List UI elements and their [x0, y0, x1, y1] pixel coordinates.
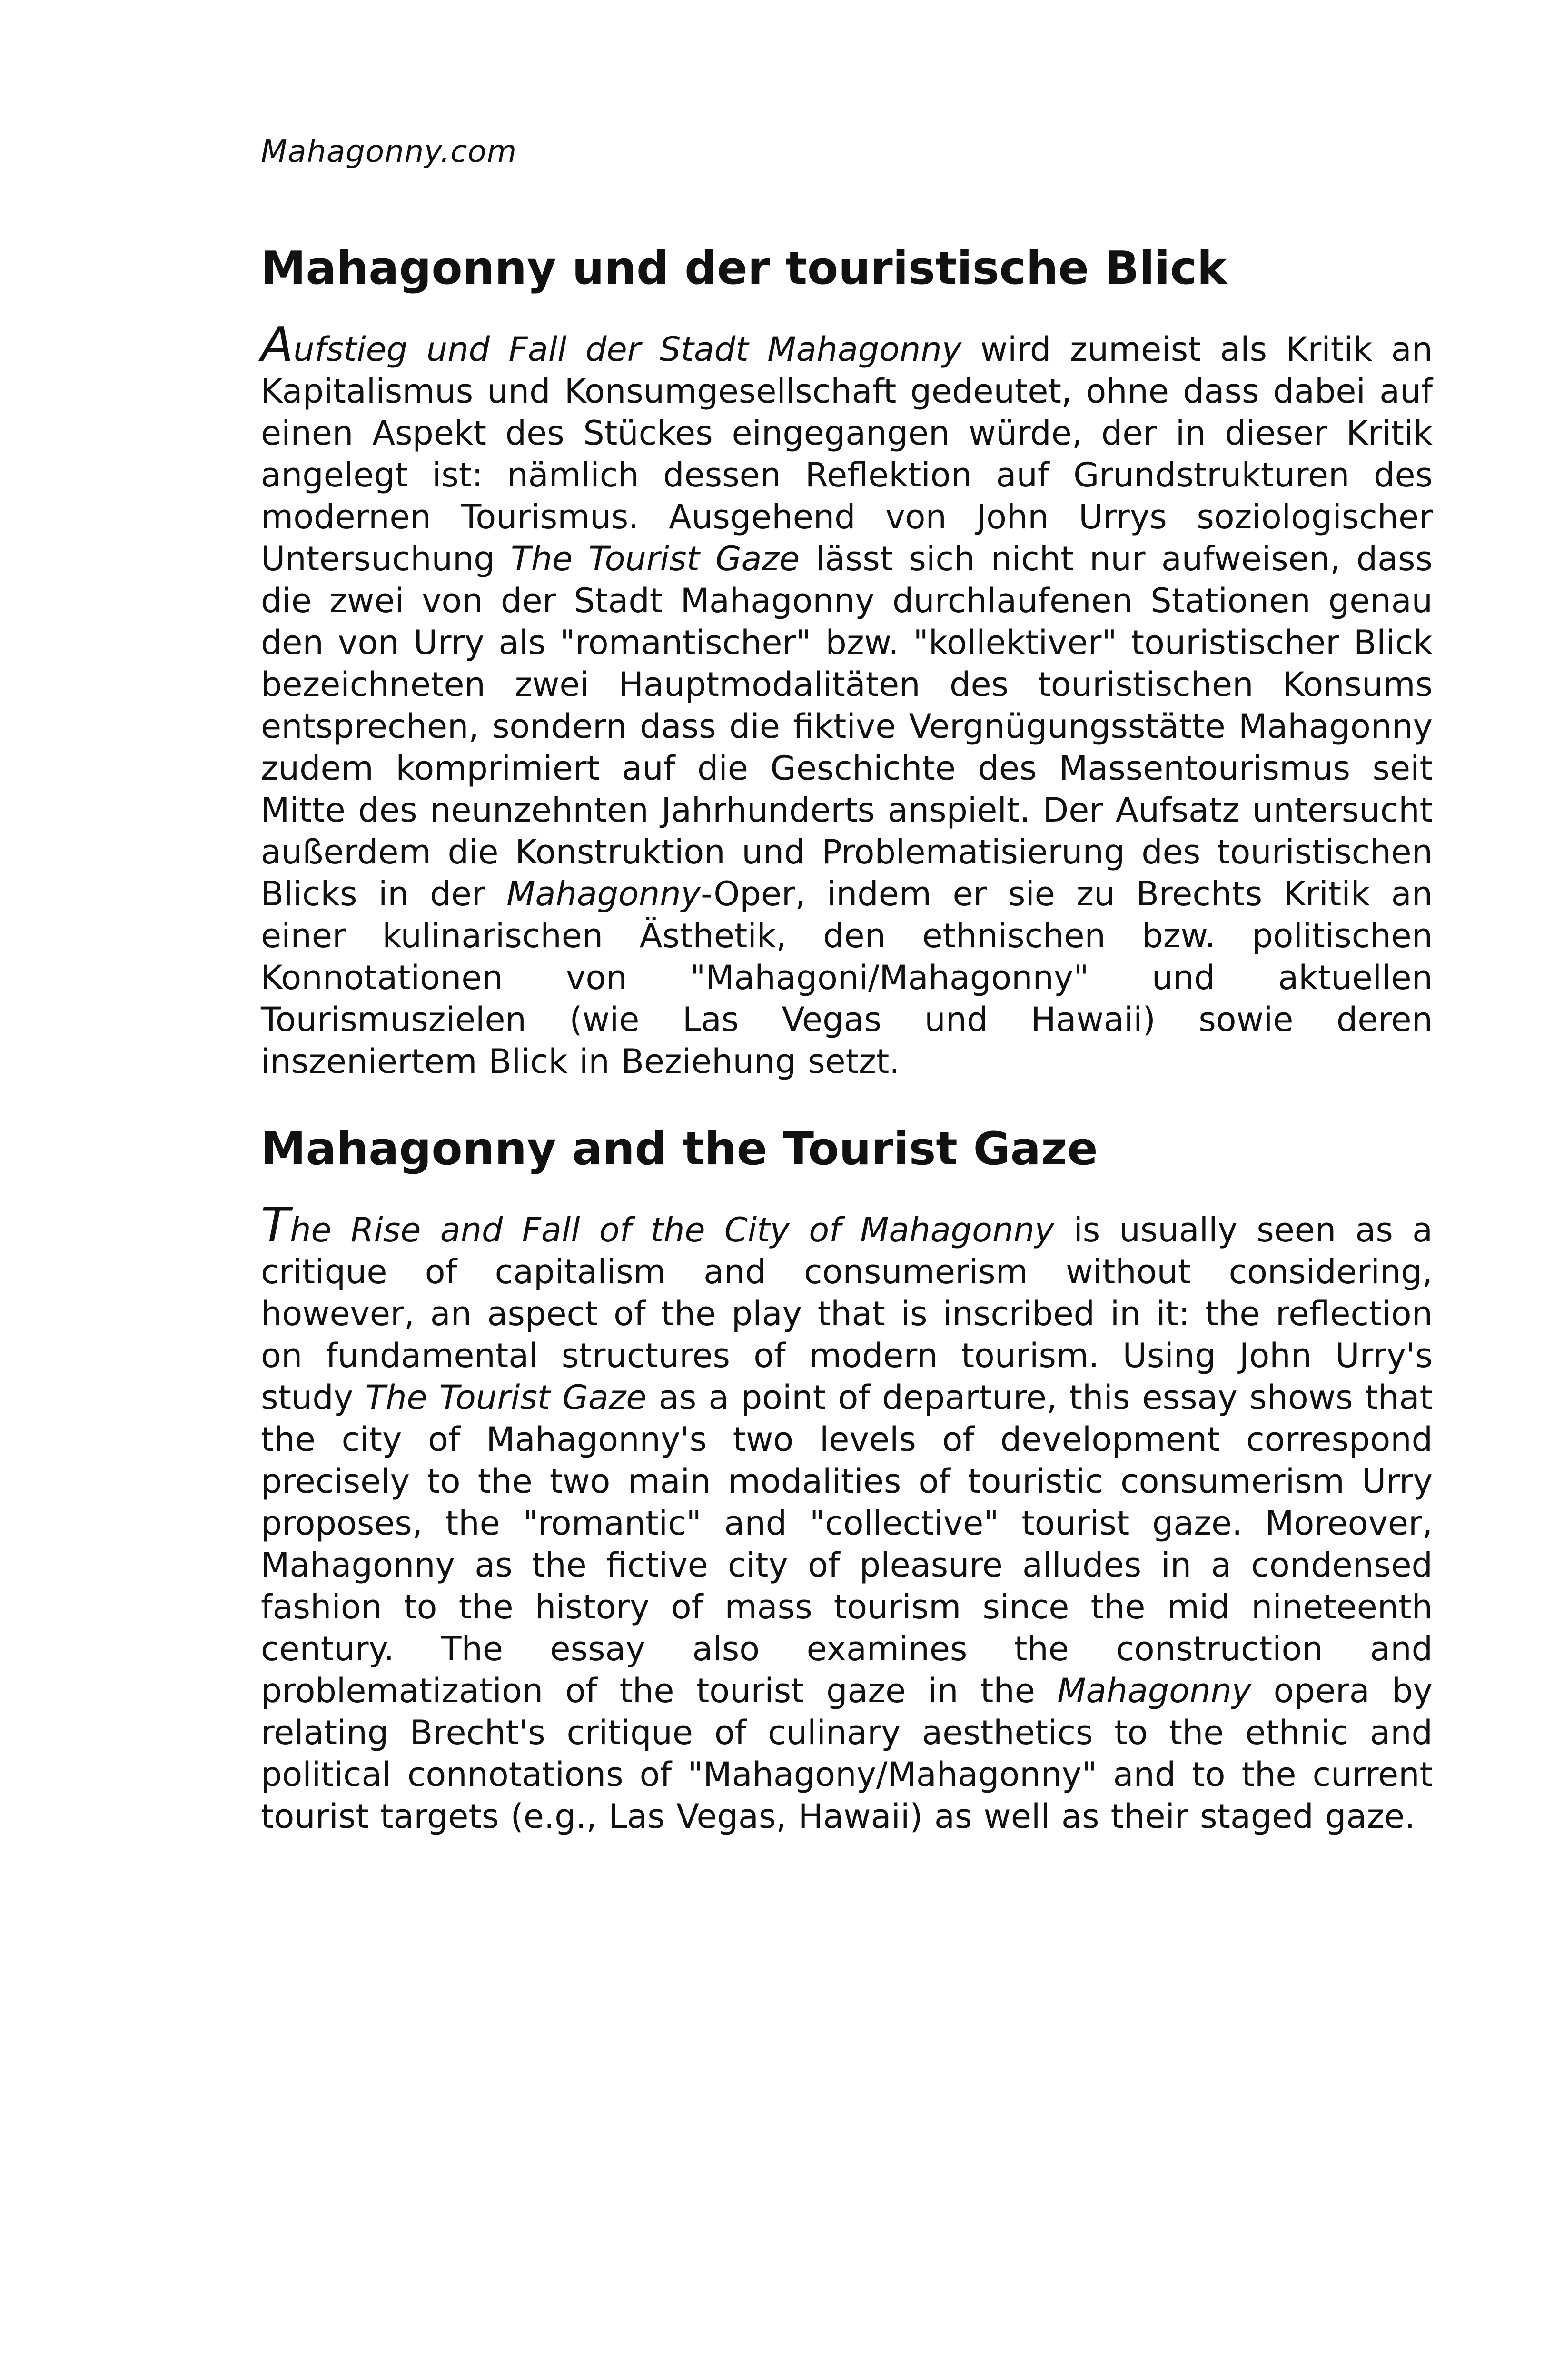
- abstract-english: [261, 1123, 1433, 1837]
- abstract-german: [261, 243, 1433, 1082]
- abstract-german-title: Mahagonny und der touristische Blick: [261, 242, 1227, 295]
- body-text: opera by relating Brecht's critique of culinary aesthetics to the ethnic and political connotations of "Mahagony/Mahagonny" and to the current tourist targets (e.g., Las Vegas, Hawaii) as well as their staged gaze.: [261, 1671, 1433, 1836]
- body-text: as a point of departure, this essay shows that the city of Mahagonny's two levels of development correspond precisely to the two main modalities of touristic consumerism Urry proposes, the "romantic" and "collective" tourist gaze. Moreover, Mahagonny as the fictive city of pleasure alludes in a condensed fashion to the history of mass tourism since the mid nineteenth century. The essay also examines the construction and problematization of the tourist gaze in the: [261, 1378, 1433, 1711]
- body-text: -Oper, indem er sie zu Brechts Kritik an einer kulinarischen Ästhetik, den ethnischen bzw. politischen Konnotationen von "Mahagoni/Mahagonny" und aktuellen Tourismuszielen (wie Las Vegas und Hawaii) sowie deren inszeniertem Blick in Beziehung setzt.: [261, 874, 1433, 1081]
- abstract-english-title: Mahagonny and the Tourist Gaze: [261, 1123, 1098, 1175]
- drop-cap: T: [261, 1197, 290, 1253]
- work-title: The Tourist Gaze: [365, 1378, 647, 1418]
- body-text: wird zumeist als Kritik an Kapitalismus und Konsumgesellschaft gedeutet, ohne dass dabei auf einen Aspekt des Stückes eingegangen würde, der in dieser Kritik angelegt ist: nämlich dessen Reflektion auf Grundstrukturen des modernen Tourismus. Ausgehend von John Urrys soziologischer Untersuchung: [261, 330, 1433, 579]
- drop-cap: A: [261, 317, 294, 373]
- abstract-german-body: [261, 317, 1433, 1082]
- work-title: The Tourist Gaze: [511, 539, 800, 579]
- abstract-english-body: [261, 1197, 1433, 1837]
- running-head: Mahagonny.com: [261, 134, 517, 169]
- body-text: is usually seen as a critique of capitalism and consumerism without considering, however, an aspect of the play that is inscribed in it: the reflection on fundamental structures of modern tourism. Using John Urry's study: [261, 1210, 1433, 1418]
- work-title: he Rise and Fall of the City of Mahagonny: [290, 1210, 1055, 1250]
- work-title: Mahagonny: [506, 874, 701, 914]
- work-title: Mahagonny: [1057, 1671, 1252, 1711]
- body-text: lässt sich nicht nur aufweisen, dass die zwei von der Stadt Mahagonny durchlaufenen Stationen genau den von Urry als "romantischer" bzw. "kollektiver" touristischer Blick bezeichneten zwei Hauptmodalitäten des touristischen Konsums entsprechen, sondern dass die fiktive Vergnügungsstätte Mahagonny zudem komprimiert auf die Geschichte des Massentourismus seit Mitte des neunzehnten Jahrhunderts anspielt. Der Aufsatz untersucht außerdem die Konstruktion und Problematisierung des touristischen Blicks in der: [261, 539, 1433, 914]
- work-title: ufstieg und Fall der Stadt Mahagonny: [293, 330, 962, 369]
